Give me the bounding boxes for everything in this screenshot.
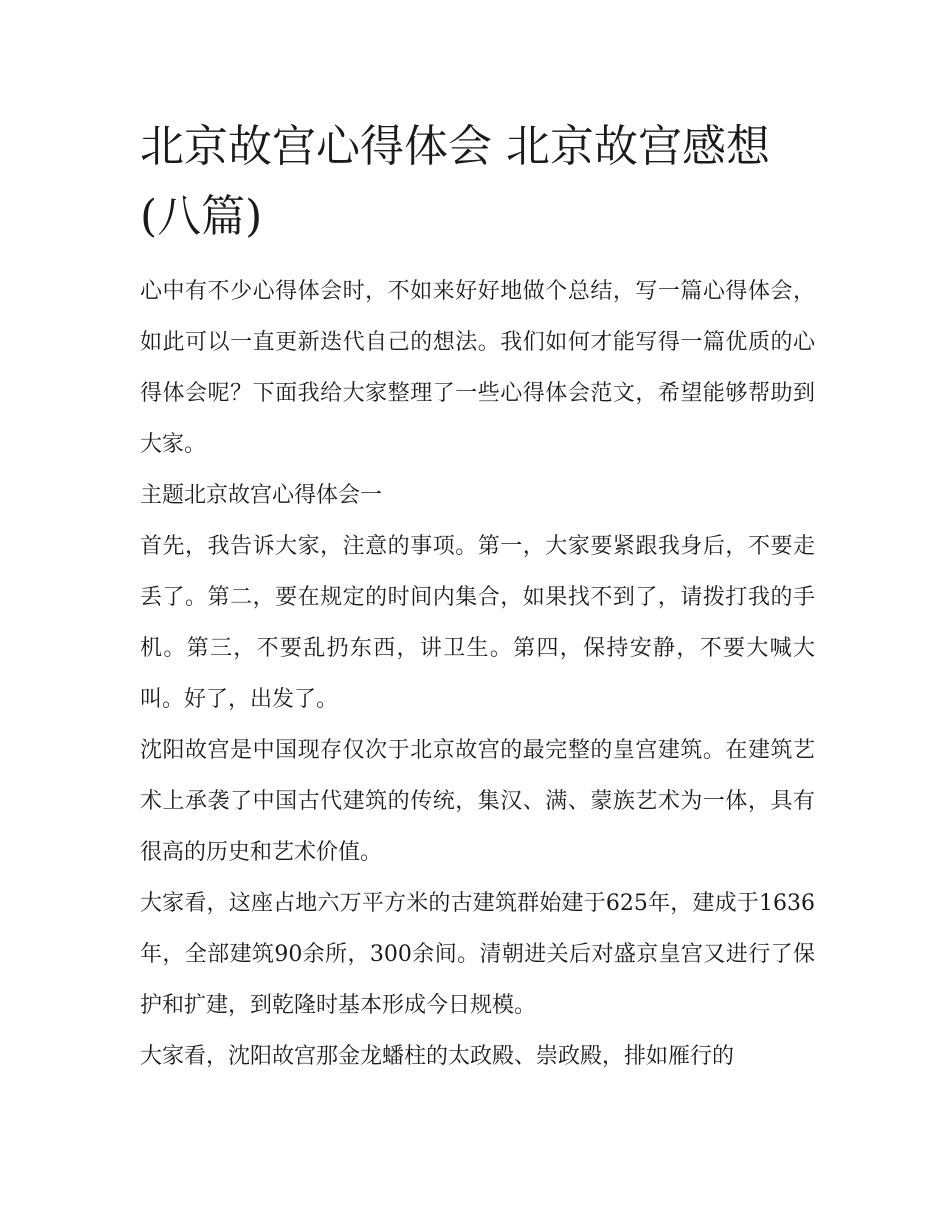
body-paragraph-4: 大家看，沈阳故宫那金龙蟠柱的太政殿、崇政殿，排如雁行的	[140, 1044, 735, 1069]
body-paragraph-2: 沈阳故宫是中国现存仅次于北京故宫的最完整的皇宫建筑。在建筑艺术上承袭了中国古代建筑的传统，集汉、满、蒙族艺术为一体，具有很高的历史和艺术价值。	[140, 738, 815, 865]
section-heading: 主题北京故宫心得体会一	[140, 483, 383, 508]
document-title: 北京故宫心得体会 北京故宫感想(八篇)	[140, 121, 770, 242]
body-paragraph-1: 首先，我告诉大家，注意的事项。第一，大家要紧跟我身后，不要走丢了。第二，要在规定的时间内集合，如果找不到了，请拨打我的手机。第三，不要乱扔东西，讲卫生。第四，保持安静，不要大喊大叫。好了，出发了。	[140, 534, 815, 712]
intro-paragraph: 心中有不少心得体会时，不如来好好地做个总结，写一篇心得体会，如此可以一直更新迭代自己的想法。我们如何才能写得一篇优质的心得体会呢？下面我给大家整理了一些心得体会范文，希望能够帮助到大家。	[140, 279, 815, 457]
body-paragraph-3: 大家看，这座占地六万平方米的古建筑群始建于625年，建成于1636年，全部建筑90余所，300余间。清朝进关后对盛京皇宫又进行了保护和扩建，到乾隆时基本形成今日规模。	[140, 891, 815, 1018]
document-body	[140, 112, 815, 1082]
